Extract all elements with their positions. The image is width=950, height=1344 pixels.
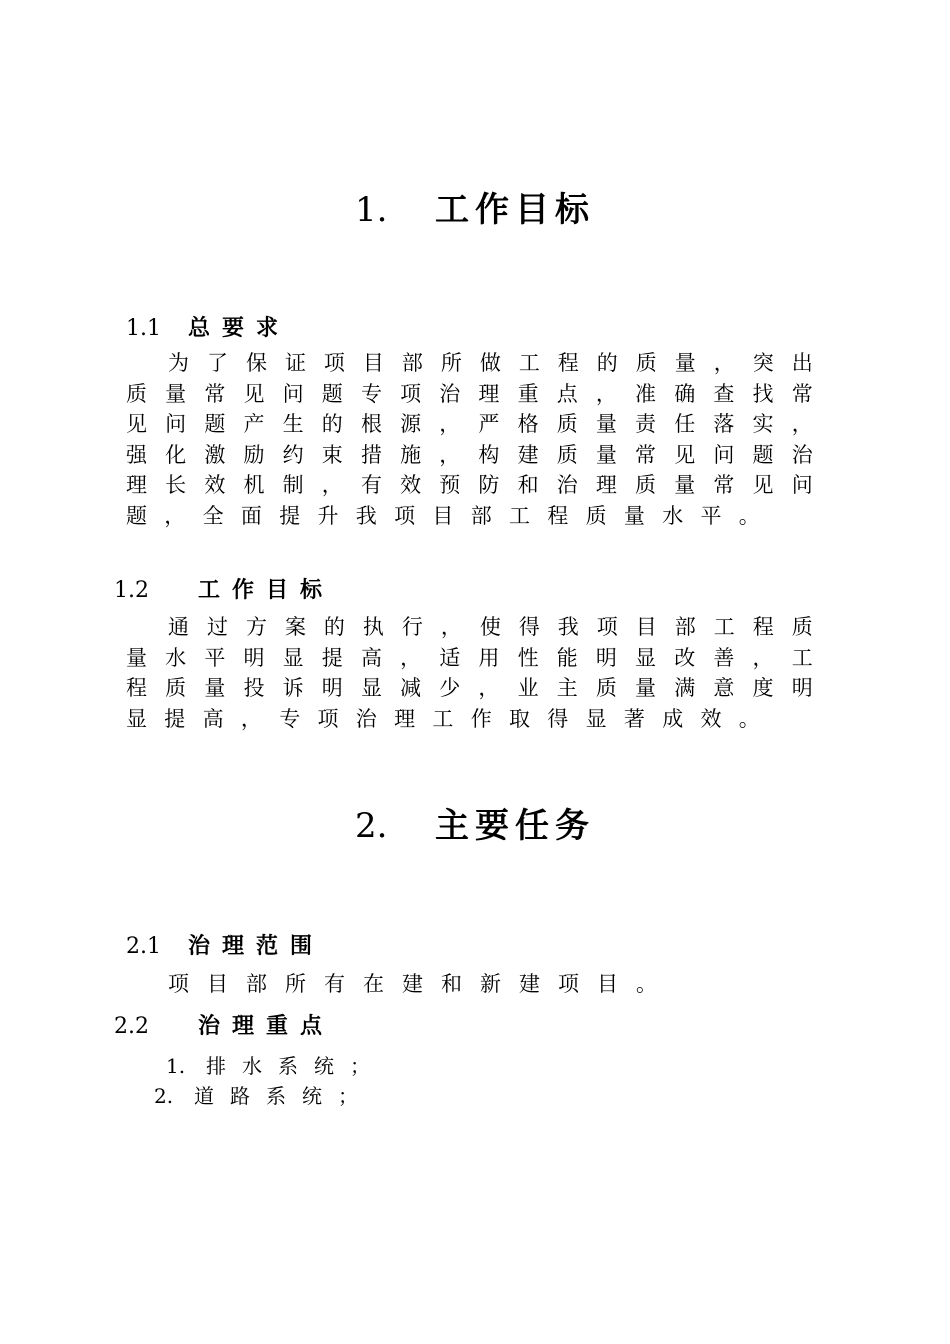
chapter-number: 1. [355, 190, 388, 230]
list-item [166, 1050, 386, 1079]
list-item-number: 1. [166, 1054, 186, 1078]
section-number: 1.1 [126, 316, 161, 341]
section-2-1-body: 项目部所有在建和新建项目。 [168, 972, 675, 996]
section-number: 2.2 [114, 1014, 149, 1039]
chapter-1-heading [0, 182, 950, 231]
section-2-2-heading [114, 1009, 334, 1040]
section-2-1-heading [126, 929, 324, 960]
chapter-title: 主要任务 [435, 806, 595, 846]
section-1-1-heading [126, 311, 290, 342]
chapter-title: 工作目标 [435, 190, 595, 230]
chapter-number: 2. [355, 806, 388, 846]
section-number: 1.2 [114, 578, 149, 603]
section-title: 治理范围 [188, 933, 325, 959]
section-1-2-heading [114, 573, 334, 604]
section-number: 2.1 [126, 934, 161, 959]
list-item-number: 2. [154, 1084, 174, 1108]
list-item-text: 排水系统； [206, 1054, 386, 1078]
section-1-1-body: 为了保证项目部所做工程的质量，突出质量常见问题专项治理重点，准确查找常见问题产生的根源，严格质量责任落实，强化激励约束措施，构建质量常见问题治理长效机制，有效预防和治理质量常见问题，全面提升我项目部工程质量水平。 [126, 351, 830, 528]
section-title: 治理重点 [198, 1013, 335, 1039]
section-title: 总要求 [188, 315, 291, 341]
list-item [154, 1080, 374, 1109]
list-item-text: 道路系统； [194, 1084, 374, 1108]
section-1-2-body: 通过方案的执行，使得我项目部工程质量水平明显提高，适用性能明显改善，工程质量投诉明显减少，业主质量满意度明显提高，专项治理工作取得显著成效。 [126, 615, 830, 731]
section-title: 工作目标 [198, 577, 335, 603]
chapter-2-heading [0, 798, 950, 847]
